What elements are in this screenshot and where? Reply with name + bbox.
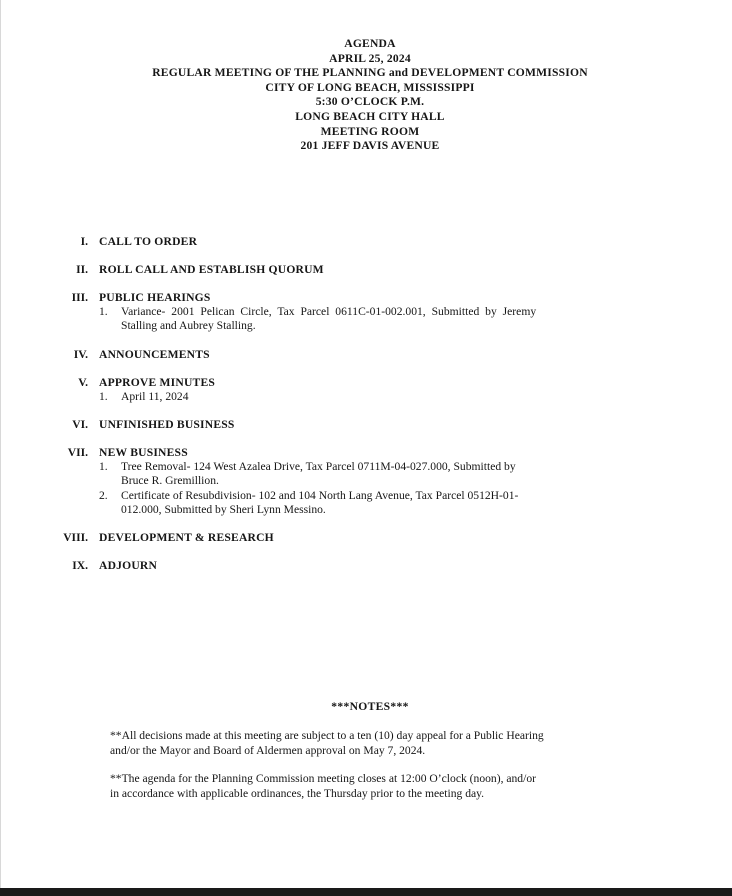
- item-number: 1.: [99, 390, 108, 403]
- item-text-line: Certificate of Resubdivision- 102 and 104 North Lang Avenue, Tax Parcel 0512H-01-: [121, 489, 519, 502]
- note-line: **All decisions made at this meeting are subject to a ten (10) day appeal for a Public Hearing: [110, 729, 544, 742]
- header-address: 201 JEFF DAVIS AVENUE: [300, 139, 440, 153]
- section-title: ROLL CALL AND ESTABLISH QUORUM: [99, 263, 324, 276]
- section-title: ADJOURN: [99, 559, 158, 572]
- note-line: in accordance with applicable ordinances, the Thursday prior to the meeting day.: [110, 787, 485, 800]
- section-number: V.: [78, 376, 88, 389]
- item-number: 2.: [99, 489, 108, 502]
- scan-edge-bottom: [0, 888, 732, 896]
- notes-title: ***NOTES***: [331, 700, 409, 713]
- section-number: IV.: [73, 348, 88, 361]
- header-city: CITY OF LONG BEACH, MISSISSIPPI: [265, 80, 475, 94]
- section-number: IX.: [72, 559, 88, 572]
- item-text: Variance- 2001 Pelican Circle, Tax Parcel 0611C-01-002.001, Submitted by Jeremy: [121, 305, 537, 318]
- header-time: 5:30 O’CLOCK P.M.: [315, 95, 425, 109]
- agenda-header: [0, 37, 732, 154]
- section-title: UNFINISHED BUSINESS: [99, 418, 235, 431]
- section-title: PUBLIC HEARINGS: [99, 291, 211, 304]
- item-number: 1.: [99, 305, 108, 318]
- note-line: **The agenda for the Planning Commission meeting closes at 12:00 O’clock (noon), and/or: [110, 772, 536, 785]
- item-text-line: Tree Removal- 124 West Azalea Drive, Tax Parcel 0711M-04-027.000, Submitted by: [121, 460, 516, 473]
- item-text-line: 012.000, Submitted by Sheri Lynn Messino.: [121, 503, 326, 517]
- section-number: I.: [80, 235, 88, 248]
- section-number: III.: [71, 291, 88, 304]
- section-title: ANNOUNCEMENTS: [99, 348, 210, 361]
- header-room: MEETING ROOM: [320, 124, 420, 138]
- section-number: VII.: [67, 446, 88, 459]
- item-text-line: [121, 305, 651, 319]
- section-number: VI.: [72, 418, 88, 431]
- header-date: APRIL 25, 2024: [329, 51, 411, 65]
- note-line: and/or the Mayor and Board of Aldermen approval on May 7, 2024.: [110, 744, 426, 757]
- section-number: II.: [76, 263, 88, 276]
- item-text-line: April 11, 2024: [121, 390, 189, 403]
- section-title: CALL TO ORDER: [99, 235, 198, 248]
- header-meeting-title: REGULAR MEETING OF THE PLANNING and DEVELOPMENT COMMISSION: [152, 66, 588, 80]
- section-number: VIII.: [63, 531, 88, 544]
- note-agenda-deadline: [110, 771, 670, 801]
- section-title: APPROVE MINUTES: [99, 376, 216, 389]
- header-venue: LONG BEACH CITY HALL: [295, 109, 445, 123]
- section-title: NEW BUSINESS: [99, 446, 188, 459]
- item-text-line: Bruce R. Gremillion.: [121, 474, 219, 488]
- note-appeal: [110, 728, 670, 758]
- item-number: 1.: [99, 460, 108, 473]
- item-text-line: Stalling and Aubrey Stalling.: [121, 319, 256, 333]
- header-agenda: AGENDA: [344, 37, 396, 50]
- section-title: DEVELOPMENT & RESEARCH: [99, 531, 274, 544]
